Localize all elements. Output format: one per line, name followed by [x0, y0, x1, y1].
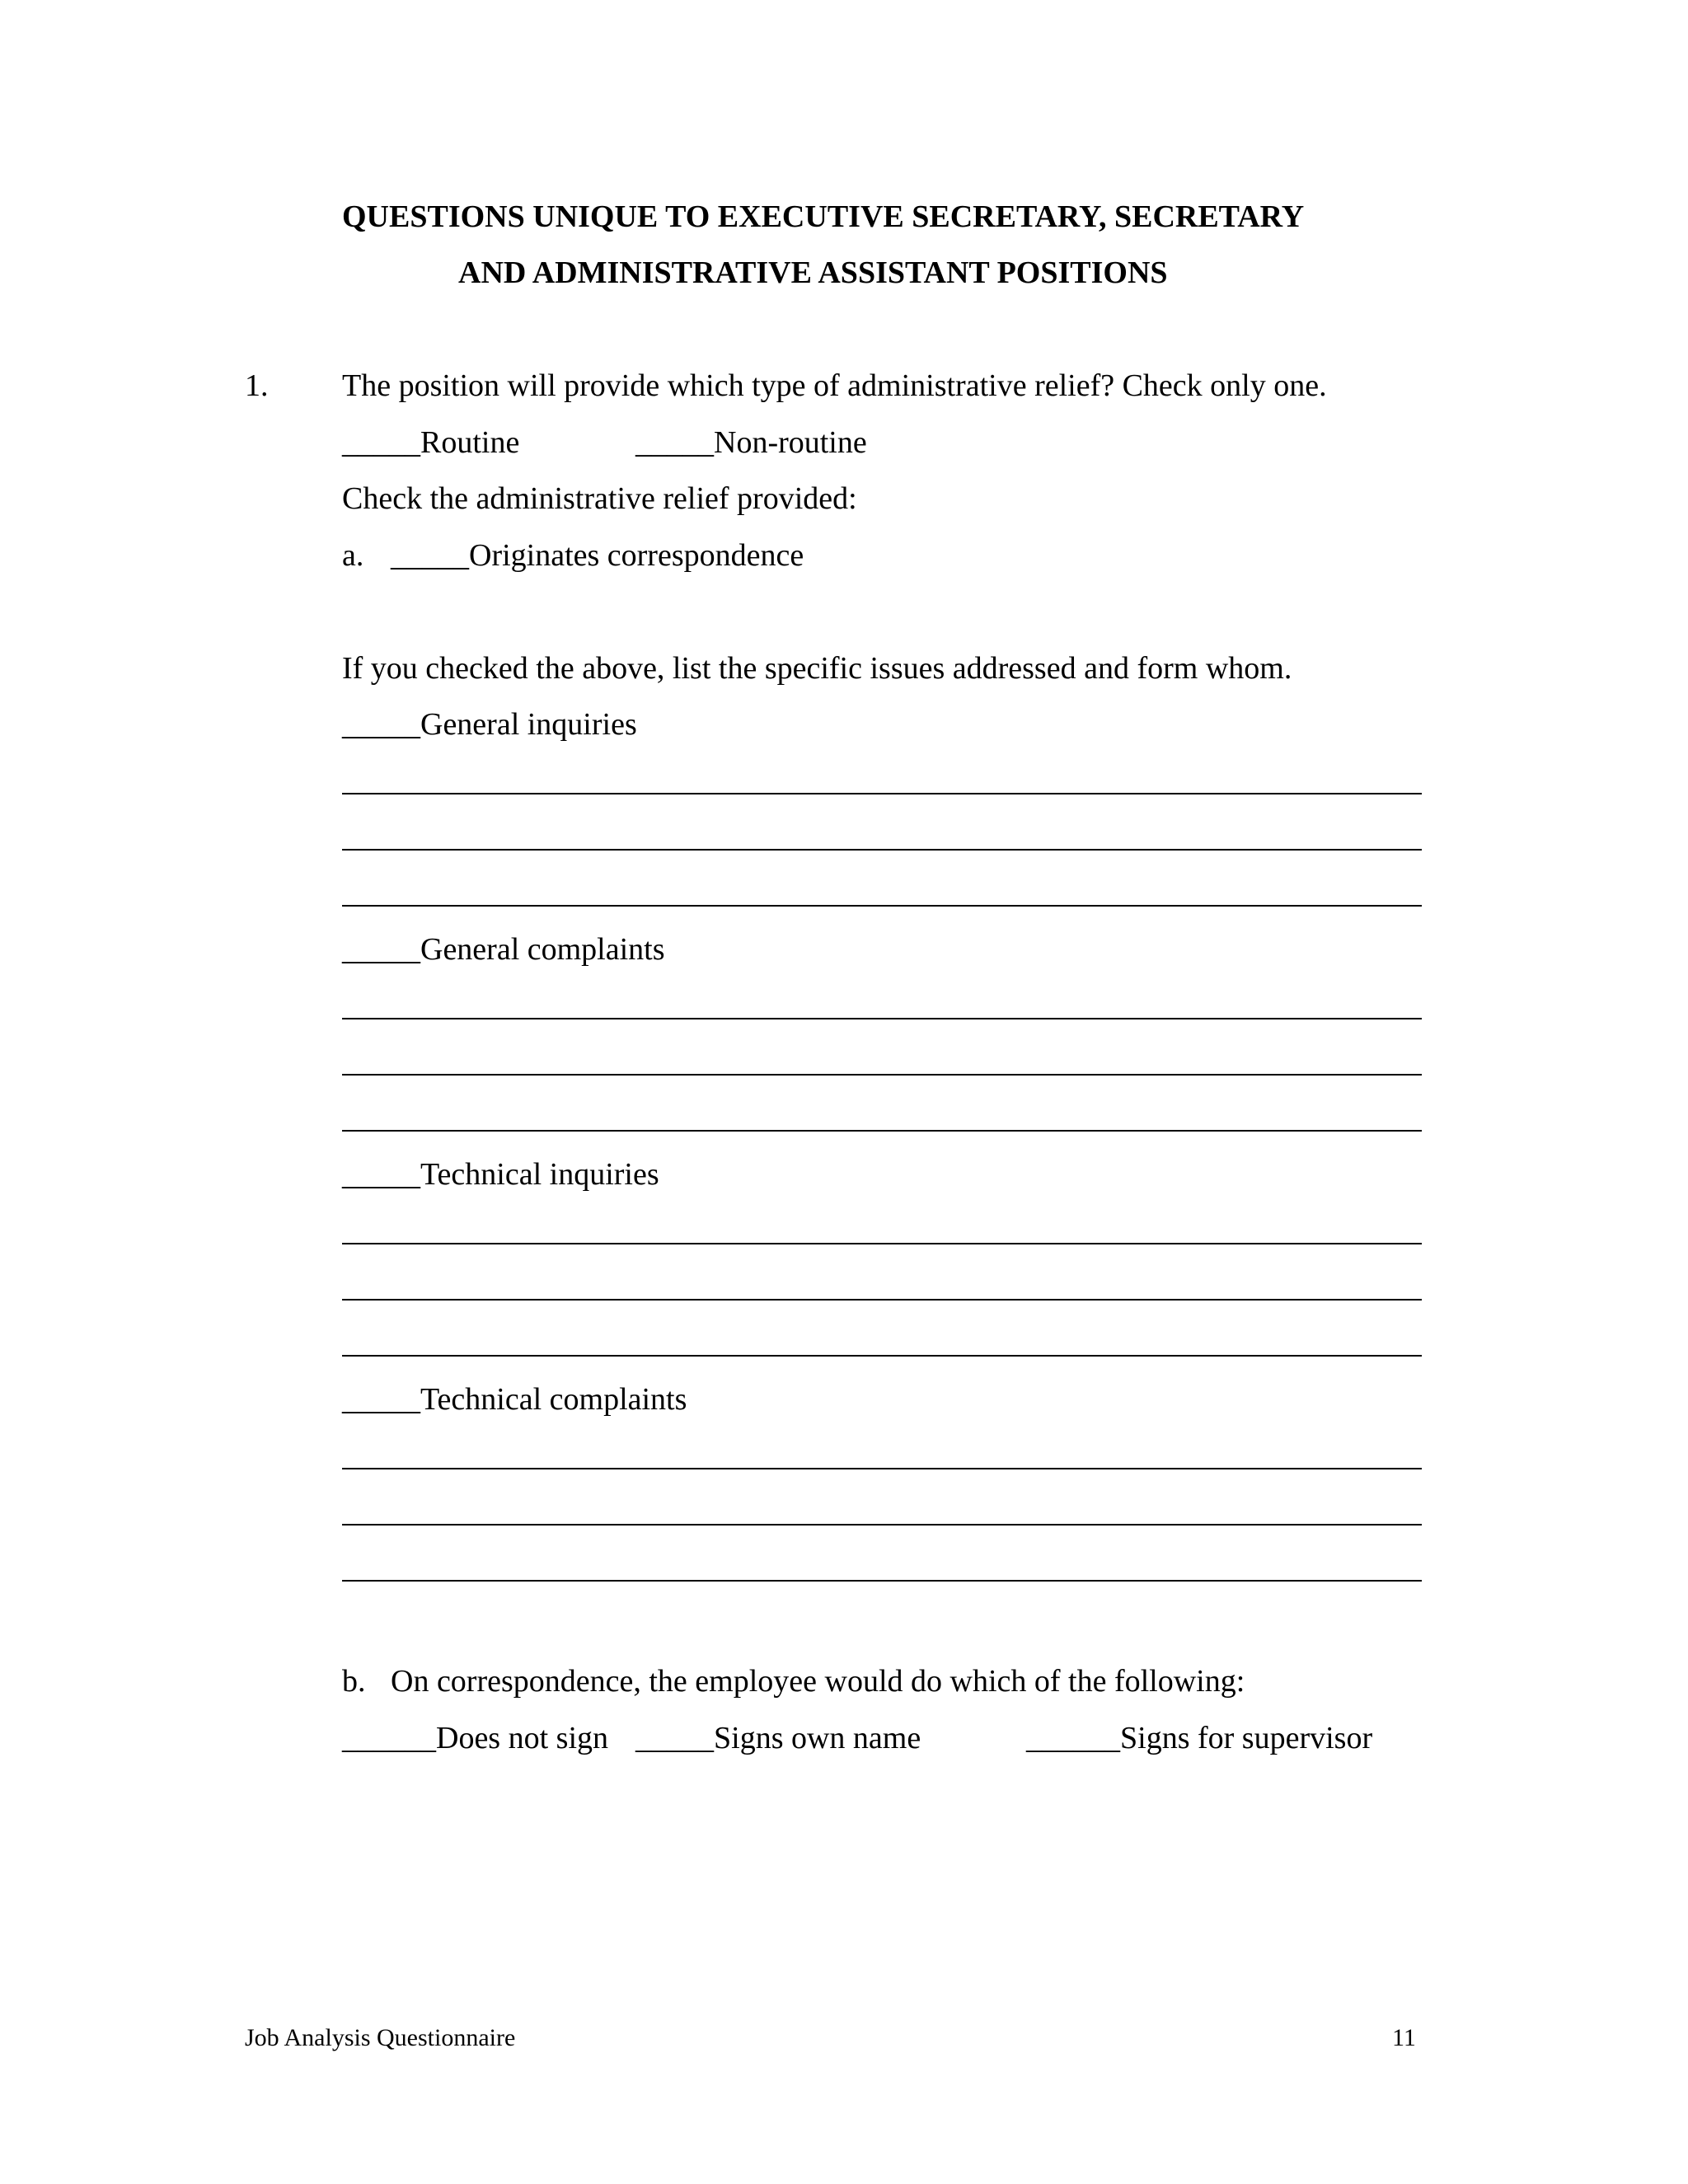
- option-originates-correspondence[interactable]: _____Originates correspondence: [391, 538, 804, 573]
- option-general-inquiries[interactable]: _____General inquiries: [342, 707, 637, 742]
- answer-line[interactable]: [342, 1580, 1422, 1582]
- option-routine[interactable]: _____Routine: [342, 425, 520, 460]
- option-non-routine[interactable]: _____Non-routine: [635, 425, 867, 460]
- option-general-complaints[interactable]: _____General complaints: [342, 932, 665, 967]
- footer-title: Job Analysis Questionnaire: [245, 2024, 516, 2051]
- answer-line[interactable]: [342, 1018, 1422, 1019]
- option-signs-own-name[interactable]: _____Signs own name: [635, 1721, 921, 1755]
- list-instruction: If you checked the above, list the specific issues addressed and form whom.: [342, 651, 1292, 686]
- answer-line[interactable]: [342, 1130, 1422, 1132]
- check-instruction: Check the administrative relief provided:: [342, 481, 857, 516]
- option-signs-for-supervisor[interactable]: ______Signs for supervisor: [1026, 1721, 1373, 1755]
- answer-line[interactable]: [342, 849, 1422, 851]
- answer-line[interactable]: [342, 793, 1422, 794]
- question-text: The position will provide which type of administrative relief? Check only one.: [342, 368, 1327, 403]
- page-title-line-1: QUESTIONS UNIQUE TO EXECUTIVE SECRETARY, SECRETARY: [342, 199, 1305, 234]
- page-title-line-2: AND ADMINISTRATIVE ASSISTANT POSITIONS: [458, 255, 1168, 290]
- answer-line[interactable]: [342, 1299, 1422, 1301]
- option-technical-complaints[interactable]: _____Technical complaints: [342, 1382, 687, 1417]
- option-does-not-sign[interactable]: ______Does not sign: [342, 1721, 608, 1755]
- option-technical-inquiries[interactable]: _____Technical inquiries: [342, 1157, 659, 1192]
- item-a-letter: a.: [342, 538, 364, 573]
- answer-line[interactable]: [342, 1074, 1422, 1076]
- answer-line[interactable]: [342, 1243, 1422, 1244]
- answer-line[interactable]: [342, 905, 1422, 907]
- item-b-letter: b.: [342, 1664, 366, 1699]
- answer-line[interactable]: [342, 1524, 1422, 1526]
- answer-line[interactable]: [342, 1468, 1422, 1469]
- item-b-text: On correspondence, the employee would do which of the following:: [391, 1664, 1245, 1699]
- question-number: 1.: [245, 368, 269, 403]
- answer-line[interactable]: [342, 1355, 1422, 1357]
- page-number: 11: [1392, 2024, 1416, 2051]
